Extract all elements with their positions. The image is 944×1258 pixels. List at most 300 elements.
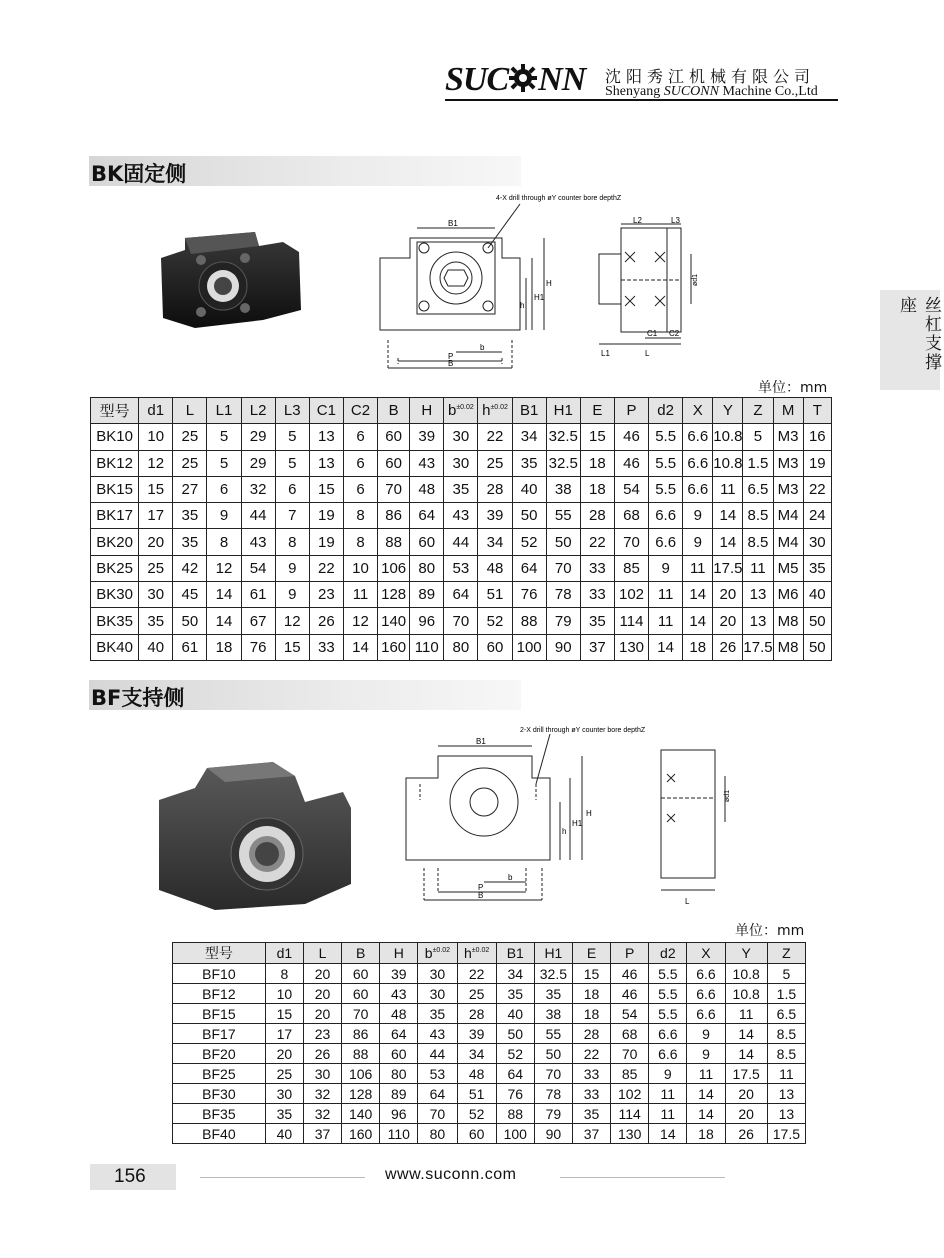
table-cell: 16 [803,424,831,450]
table-cell: 11 [343,582,377,608]
table-cell: 53 [418,1064,457,1084]
table-cell: 32 [303,1104,341,1124]
table-cell: 80 [380,1064,418,1084]
table-cell: 8.5 [743,503,773,529]
bf-col-header: L [303,943,341,964]
table-cell: 20 [139,529,173,555]
table-cell: 9 [687,1044,725,1064]
model-cell: BK30 [91,582,139,608]
table-cell: 64 [418,1084,457,1104]
table-cell: 10 [139,424,173,450]
table-cell: 50 [803,634,831,660]
bf-col-header: d1 [265,943,303,964]
table-cell: 88 [512,608,546,634]
table-cell: 70 [534,1064,572,1084]
table-cell: 30 [418,964,457,984]
table-cell: 128 [342,1084,380,1104]
table-cell: 35 [444,476,478,502]
table-cell: 18 [207,634,241,660]
table-cell: 18 [580,476,614,502]
bf-front-label-b1: B1 [476,737,486,746]
table-cell: 33 [572,1064,610,1084]
table-cell: 14 [683,608,713,634]
model-cell: BK12 [91,450,139,476]
table-cell: 12 [343,608,377,634]
table-cell: 11 [649,1104,687,1124]
table-cell: 35 [139,608,173,634]
table-cell: 22 [309,555,343,581]
table-cell: 9 [649,1064,687,1084]
table-cell: 85 [614,555,648,581]
table-cell: 19 [309,529,343,555]
table-cell: 35 [265,1104,303,1124]
bk-spec-table [90,397,832,661]
table-cell: 70 [378,476,410,502]
bk-col-header: L3 [275,398,309,424]
table-cell: 17.5 [743,634,773,660]
table-cell: 32 [303,1084,341,1104]
table-cell: 6.6 [683,424,713,450]
table-cell: 25 [478,450,512,476]
bk-col-header: d2 [649,398,683,424]
table-cell: 25 [457,984,496,1004]
table-cell: 13 [767,1104,805,1124]
model-cell: BF10 [173,964,266,984]
table-cell: 17 [265,1024,303,1044]
table-row [91,529,832,555]
table-cell: 70 [614,529,648,555]
table-cell: 46 [614,450,648,476]
table-cell: 14 [725,1024,767,1044]
table-cell: 128 [378,582,410,608]
table-cell: 45 [173,582,207,608]
table-cell: 35 [572,1104,610,1124]
table-cell: 9 [275,555,309,581]
bf-drill-note: 2-X drill through øY counter bore depthZ [520,727,646,734]
table-cell: 6 [207,476,241,502]
table-cell: 6 [343,476,377,502]
bk-table-header [91,398,832,424]
table-cell: 64 [496,1064,534,1084]
table-cell: 50 [173,608,207,634]
bk-col-header: $h^{\pm 0.02}$ [478,398,512,424]
table-cell: 25 [173,450,207,476]
bf-col-header: E [572,943,610,964]
bf-col-header: 型号 [173,943,266,964]
table-cell: 19 [309,503,343,529]
table-cell: 35 [512,450,546,476]
table-cell: 9 [683,529,713,555]
table-row [173,1064,806,1084]
bk-drill-note: 4-X drill through øY counter bore depthZ [496,195,622,202]
table-cell: 80 [444,634,478,660]
table-row [91,476,832,502]
table-cell: 48 [380,1004,418,1024]
table-cell: 26 [713,634,743,660]
table-cell: 76 [241,634,275,660]
table-cell: 9 [207,503,241,529]
bk-front-label-p: P [448,352,454,361]
table-cell: 43 [444,503,478,529]
table-cell: 13 [767,1084,805,1104]
table-cell: 48 [457,1064,496,1084]
table-row [173,1104,806,1124]
table-cell: 89 [410,582,444,608]
table-cell: 34 [512,424,546,450]
bf-col-header: H1 [534,943,572,964]
table-cell: 6 [343,424,377,450]
model-cell: BF12 [173,984,266,1004]
table-cell: 44 [444,529,478,555]
table-cell: 19 [803,450,831,476]
table-cell: 26 [303,1044,341,1064]
company-logo [445,62,840,102]
table-cell: 20 [265,1044,303,1064]
table-cell: 27 [173,476,207,502]
table-cell: 43 [418,1024,457,1044]
table-cell: 35 [173,503,207,529]
bf-col-header: $b^{\pm 0.02}$ [418,943,457,964]
bk-col-header: H1 [546,398,580,424]
table-cell: 130 [614,634,648,660]
table-cell: 18 [572,1004,610,1024]
table-cell: 48 [478,555,512,581]
table-cell: 39 [410,424,444,450]
table-cell: 13 [309,450,343,476]
table-cell: 15 [265,1004,303,1024]
table-cell: 34 [496,964,534,984]
table-cell: 55 [534,1024,572,1044]
table-row [173,964,806,984]
header-rule [445,99,838,101]
table-cell: 1.5 [767,984,805,1004]
bk-col-header: B [378,398,410,424]
table-cell: 43 [380,984,418,1004]
page-number-tab [90,1164,176,1190]
bf-front-label-h1: H1 [572,819,583,828]
table-cell: 30 [139,582,173,608]
table-cell: 102 [614,582,648,608]
table-cell: 5.5 [649,450,683,476]
bk-front-label-h1: H1 [534,293,545,302]
table-cell: 30 [265,1084,303,1104]
table-cell: 35 [534,984,572,1004]
bf-unit: 单位：mm [735,923,805,939]
table-cell: 106 [378,555,410,581]
bk-col-header: $b^{\pm 0.02}$ [444,398,478,424]
table-cell: 10.8 [725,964,767,984]
company-name-cn: 沈阳秀江机械有限公司 [605,67,816,86]
table-cell: 25 [173,424,207,450]
bk-col-header: B1 [512,398,546,424]
table-cell: 20 [725,1104,767,1124]
table-cell: 5.5 [649,1004,687,1024]
table-cell: 14 [343,634,377,660]
table-cell: 23 [303,1024,341,1044]
bf-section-header [89,680,521,710]
table-cell: 51 [457,1084,496,1104]
table-cell: 6.6 [687,964,725,984]
table-cell: 14 [687,1104,725,1124]
footer-rule-left [200,1177,365,1178]
bk-col-header: L [173,398,207,424]
table-cell: 11 [649,582,683,608]
bk-col-header: 型号 [91,398,139,424]
table-cell: 13 [309,424,343,450]
table-cell: 25 [265,1064,303,1084]
table-cell: 70 [444,608,478,634]
table-cell: 12 [207,555,241,581]
table-cell: 29 [241,424,275,450]
bk-front-label-b1: B1 [448,219,458,228]
table-cell: 20 [303,984,341,1004]
table-cell: 26 [309,608,343,634]
table-row [91,582,832,608]
bk-front-label-bsmall: b [480,343,485,352]
table-cell: 30 [418,984,457,1004]
table-cell: M3 [773,424,803,450]
company-name-en: Shenyang SUCONN Machine Co.,Ltd [605,84,818,99]
table-cell: 60 [410,529,444,555]
table-cell: 64 [380,1024,418,1044]
table-cell: 37 [303,1124,341,1144]
table-cell: 26 [725,1124,767,1144]
table-cell: 11 [743,555,773,581]
table-cell: M8 [773,634,803,660]
table-cell: 8.5 [767,1024,805,1044]
table-cell: M5 [773,555,803,581]
bk-col-header: E [580,398,614,424]
table-cell: 60 [380,1044,418,1064]
table-cell: 15 [275,634,309,660]
table-cell: 5 [275,450,309,476]
table-cell: 160 [342,1124,380,1144]
table-cell: 100 [496,1124,534,1144]
table-cell: 70 [418,1104,457,1124]
bk-front-label-hsmall: h [520,301,525,310]
model-cell: BK10 [91,424,139,450]
table-cell: M3 [773,450,803,476]
table-cell: 110 [380,1124,418,1144]
model-cell: BF20 [173,1044,266,1064]
table-row [91,555,832,581]
bk-section-header [89,156,521,186]
table-cell: 70 [546,555,580,581]
bk-col-header: L1 [207,398,241,424]
bk-col-header: X [683,398,713,424]
table-cell: 43 [410,450,444,476]
table-cell: 11 [687,1064,725,1084]
table-cell: 13 [743,582,773,608]
table-cell: 43 [241,529,275,555]
side-tab [880,290,940,390]
table-cell: 11 [649,1084,687,1104]
bf-table-header [173,943,806,964]
table-cell: 61 [241,582,275,608]
table-row [173,1004,806,1024]
table-cell: 96 [410,608,444,634]
table-cell: 68 [611,1024,649,1044]
table-cell: 13 [743,608,773,634]
table-cell: 60 [478,634,512,660]
table-cell: 17.5 [713,555,743,581]
table-cell: 40 [512,476,546,502]
bk-col-header: C1 [309,398,343,424]
side-tab-label: 丝杠支撑座 [896,296,941,372]
table-cell: 6.5 [743,476,773,502]
table-cell: 64 [444,582,478,608]
table-cell: 7 [275,503,309,529]
table-cell: 14 [713,529,743,555]
bk-col-header: M [773,398,803,424]
table-cell: 5 [743,424,773,450]
footer-url: www.suconn.com [385,1166,517,1183]
table-cell: 114 [611,1104,649,1124]
table-cell: 14 [207,608,241,634]
table-cell: 1.5 [743,450,773,476]
model-cell: BK15 [91,476,139,502]
gear-icon [508,64,538,92]
table-cell: 30 [444,424,478,450]
table-cell: 6.6 [683,476,713,502]
table-cell: 18 [687,1124,725,1144]
table-cell: 28 [572,1024,610,1044]
table-cell: 46 [614,424,648,450]
table-cell: 67 [241,608,275,634]
table-cell: 6 [275,476,309,502]
table-cell: 29 [241,450,275,476]
table-cell: 37 [580,634,614,660]
bf-spec-table [172,942,806,1144]
table-cell: 140 [378,608,410,634]
table-cell: 10.8 [713,424,743,450]
table-cell: M3 [773,476,803,502]
bk-col-header: C2 [343,398,377,424]
table-cell: 17 [139,503,173,529]
bf-side-label-d1: ød1 [724,789,731,802]
table-cell: 32 [241,476,275,502]
table-cell: 24 [803,503,831,529]
table-cell: 14 [725,1044,767,1064]
table-cell: 6.6 [649,529,683,555]
table-cell: 85 [611,1064,649,1084]
table-cell: 15 [139,476,173,502]
table-cell: 50 [534,1044,572,1064]
table-cell: 9 [683,503,713,529]
table-cell: 70 [342,1004,380,1024]
table-cell: 5 [275,424,309,450]
table-cell: 20 [303,1004,341,1024]
bk-front-label-h: H [546,279,552,288]
table-cell: 100 [512,634,546,660]
table-cell: 15 [580,424,614,450]
table-row [173,1044,806,1064]
table-cell: 39 [457,1024,496,1044]
table-cell: 42 [173,555,207,581]
table-cell: M4 [773,529,803,555]
table-cell: 78 [546,582,580,608]
table-cell: 52 [457,1104,496,1124]
table-cell: 6.6 [649,1024,687,1044]
table-cell: 54 [241,555,275,581]
table-row [91,608,832,634]
table-cell: 28 [580,503,614,529]
table-cell: 39 [380,964,418,984]
table-row [91,450,832,476]
table-cell: 20 [303,964,341,984]
table-cell: 11 [713,476,743,502]
table-cell: 6.6 [687,1004,725,1024]
table-cell: 9 [275,582,309,608]
table-cell: 35 [803,555,831,581]
bf-section-title: BF支持侧 [91,686,185,710]
bf-col-header: B1 [496,943,534,964]
model-cell: BF17 [173,1024,266,1044]
bk-section-title: BK固定侧 [91,162,187,186]
table-cell: 88 [378,529,410,555]
table-cell: 54 [611,1004,649,1024]
table-cell: 76 [512,582,546,608]
bk-col-header: d1 [139,398,173,424]
table-cell: 86 [342,1024,380,1044]
bk-col-header: Y [713,398,743,424]
model-cell: BK35 [91,608,139,634]
table-cell: 12 [275,608,309,634]
table-cell: 54 [614,476,648,502]
bf-col-header: Z [767,943,805,964]
table-cell: 9 [687,1024,725,1044]
table-cell: 60 [342,984,380,1004]
table-cell: 160 [378,634,410,660]
table-cell: 14 [687,1084,725,1104]
table-cell: 51 [478,582,512,608]
table-cell: 12 [139,450,173,476]
table-cell: 5.5 [649,424,683,450]
table-cell: 102 [611,1084,649,1104]
table-cell: 18 [683,634,713,660]
table-cell: 88 [342,1044,380,1064]
table-cell: 33 [580,555,614,581]
table-cell: 18 [572,984,610,1004]
bk-side-label-c2: C2 [669,329,680,338]
table-cell: 15 [309,476,343,502]
bk-side-label-l1: L1 [601,349,610,358]
table-cell: 8 [207,529,241,555]
bk-col-header: T [803,398,831,424]
brand-wordmark: SUC NN [445,61,586,98]
table-cell: 8 [343,529,377,555]
table-cell: 10 [343,555,377,581]
table-row [173,1084,806,1104]
table-cell: 8 [343,503,377,529]
table-cell: 5.5 [649,964,687,984]
model-cell: BF35 [173,1104,266,1124]
table-cell: 37 [572,1124,610,1144]
bk-col-header: P [614,398,648,424]
model-cell: BK20 [91,529,139,555]
table-cell: 11 [649,608,683,634]
table-cell: 18 [580,450,614,476]
bf-front-label-bsmall: b [508,873,513,882]
table-cell: 30 [444,450,478,476]
bf-side-label-l: L [685,897,690,906]
table-cell: M4 [773,503,803,529]
table-cell: 20 [725,1084,767,1104]
table-cell: 60 [342,964,380,984]
bk-col-header: L2 [241,398,275,424]
table-cell: 22 [803,476,831,502]
table-cell: 34 [457,1044,496,1064]
